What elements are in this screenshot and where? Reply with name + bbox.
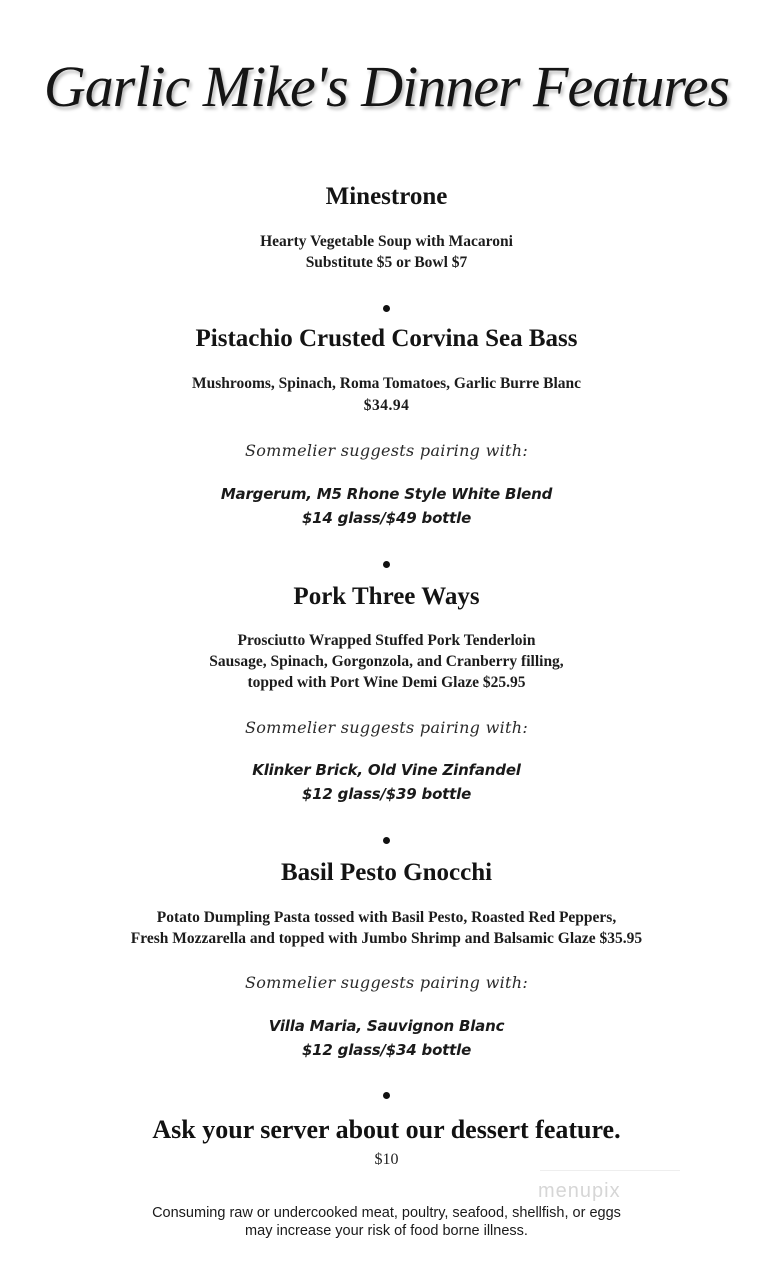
separator-bullet	[0, 837, 773, 844]
sommelier-label: Sommelier suggests pairing with:	[244, 973, 529, 992]
dish-price-line: Substitute $5 or Bowl $7	[305, 254, 468, 271]
separator-bullet	[0, 305, 773, 312]
wine-price: $12 glass/$34 bottle	[301, 1041, 472, 1059]
dish-price: $34.94	[363, 397, 410, 414]
dish-description-line: topped with Port Wine Demi Glaze $25.95	[247, 674, 526, 691]
disclaimer-line: Consuming raw or undercooked meat, poultry, seafood, shellfish, or eggs	[152, 1205, 621, 1221]
dish-description-line: Hearty Vegetable Soup with Macaroni	[260, 233, 513, 250]
watermark-logo: menupix	[538, 1180, 621, 1202]
sommelier-label: Sommelier suggests pairing with:	[244, 718, 529, 737]
bullet-icon	[383, 1092, 390, 1099]
dessert-feature: Ask your server about our dessert feature.	[152, 1115, 621, 1144]
separator-bullet	[0, 1092, 773, 1099]
dish-name-minestrone: Minestrone	[325, 183, 448, 210]
wine-price: $14 glass/$49 bottle	[301, 509, 472, 527]
dish-description-line: Sausage, Spinach, Gorgonzola, and Cranberry filling,	[209, 653, 564, 670]
separator-bullet	[0, 561, 773, 568]
dish-name-pork: Pork Three Ways	[293, 583, 480, 610]
sommelier-label: Sommelier suggests pairing with:	[244, 441, 529, 460]
dish-name-gnocchi: Basil Pesto Gnocchi	[280, 859, 493, 886]
wine-name: Villa Maria, Sauvignon Blanc	[268, 1017, 505, 1035]
bullet-icon	[383, 561, 390, 568]
dish-description-line: Potato Dumpling Pasta tossed with Basil Pesto, Roasted Red Peppers,	[156, 909, 617, 926]
dish-description-line: Mushrooms, Spinach, Roma Tomatoes, Garlic Burre Blanc	[191, 375, 582, 392]
dish-description-line: Prosciutto Wrapped Stuffed Pork Tenderloin	[237, 632, 536, 649]
disclaimer-line: may increase your risk of food borne illness.	[245, 1223, 528, 1239]
dessert-price: $10	[374, 1151, 399, 1168]
dish-description-line: Fresh Mozzarella and topped with Jumbo Shrimp and Balsamic Glaze $35.95	[130, 930, 643, 947]
bullet-icon	[383, 837, 390, 844]
bullet-icon	[383, 305, 390, 312]
wine-price: $12 glass/$39 bottle	[301, 785, 472, 803]
dish-name-sea-bass: Pistachio Crusted Corvina Sea Bass	[195, 325, 578, 352]
menu-title: Garlic Mike's Dinner Features	[43, 54, 730, 119]
wine-name: Margerum, M5 Rhone Style White Blend	[220, 485, 553, 503]
watermark-divider	[540, 1170, 680, 1171]
wine-name: Klinker Brick, Old Vine Zinfandel	[252, 761, 521, 779]
